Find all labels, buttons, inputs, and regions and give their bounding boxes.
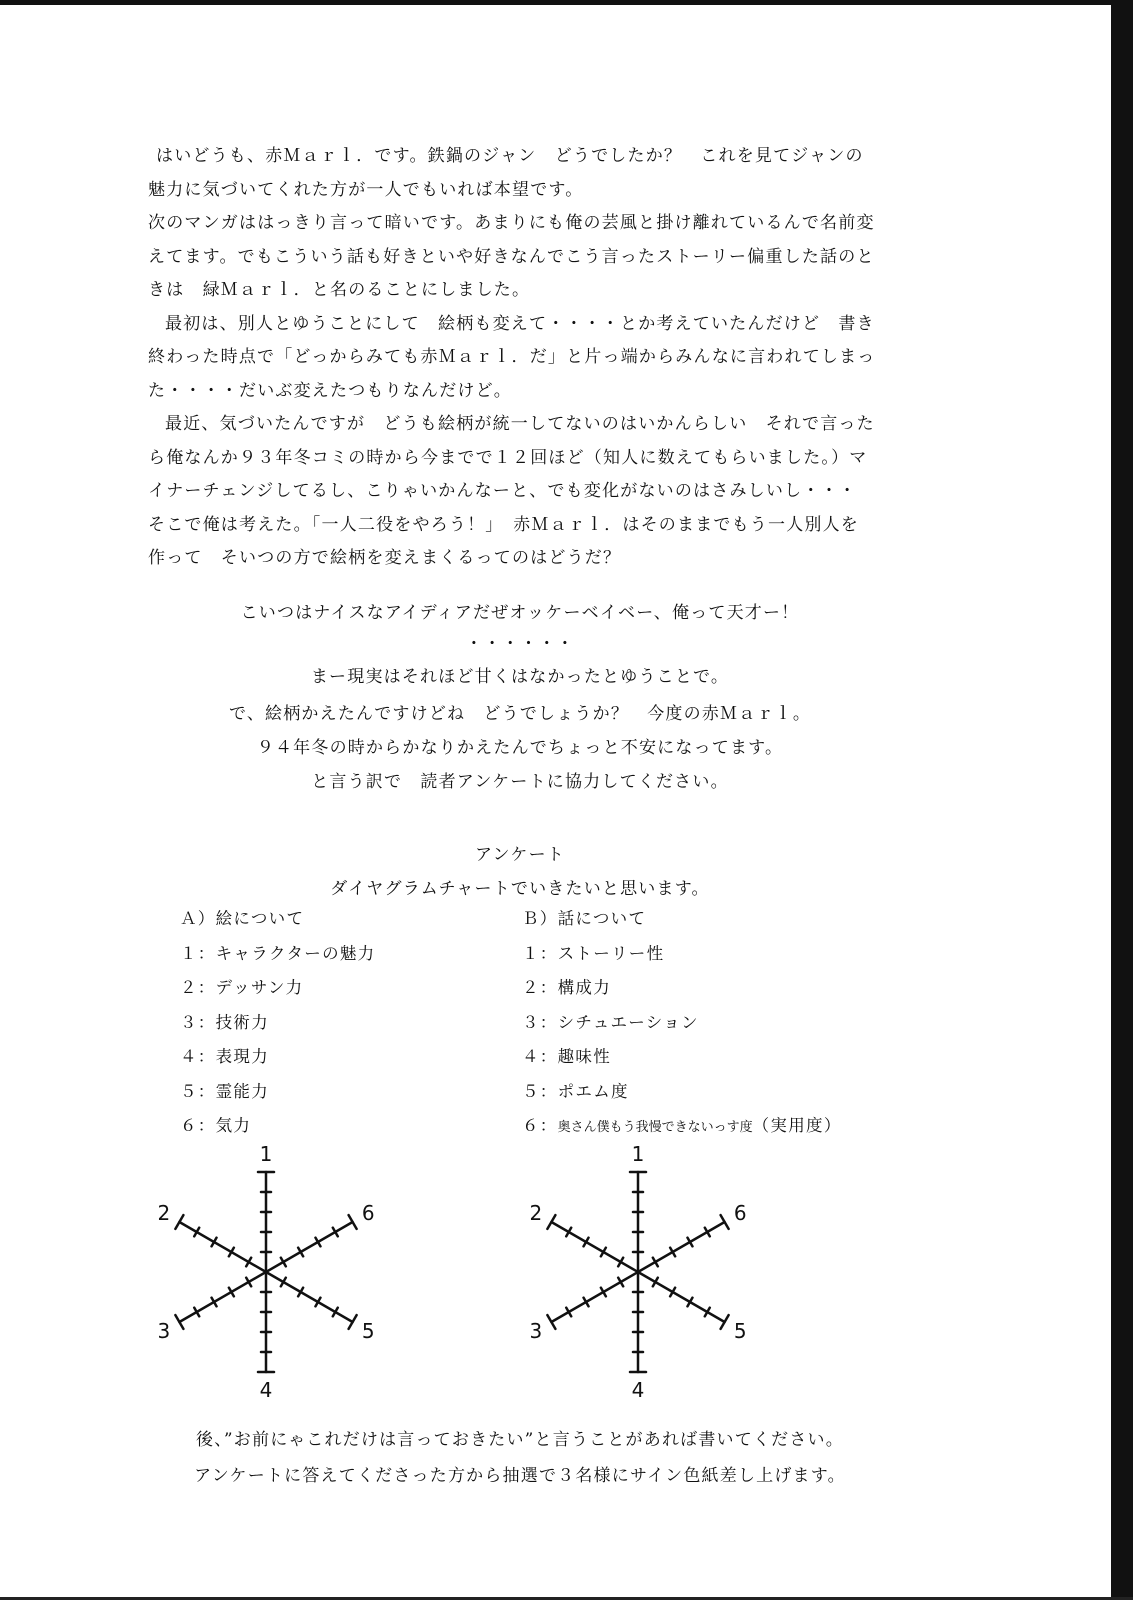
page-top-edge [0,0,1133,5]
centered-line: と言う訳で 読者アンケートに協力してください。 [311,772,729,792]
radar-tick [349,1315,357,1329]
intro-text [148,140,908,576]
intro-line: 魅力に気づいてくれた方が一人でもいれば本望です。 [148,179,584,200]
radar-axis-label: 1 [631,1142,645,1166]
section-a-item: ３：技術力 [180,1012,269,1032]
radar-tick [547,1315,555,1329]
section-b-item: ５：ポエム度 [522,1081,629,1101]
radar-axis-5 [638,1272,725,1322]
radar-tick [349,1215,357,1229]
section-a-item: ６：気力 [180,1116,252,1135]
radar-axis-label: 3 [529,1319,543,1343]
intro-line: 最近、気づいたんですが どうも絵柄が統一してないのはいかんらしい それで言った [165,414,875,434]
radar-axis-6 [638,1222,725,1272]
radar-tick [721,1315,729,1329]
section-b-heading: Ｂ）話について [522,909,647,928]
footer-text [0,1422,1040,1494]
radar-axis-label: 2 [157,1201,171,1225]
radar-axis-label: 4 [259,1378,273,1402]
intro-line: 作って そいつの方で絵柄を変えまくるってのはどうだ？ [148,548,622,568]
intro-line: はいどうも、赤Ｍａｒｌ．です。鉄鍋のジャン どうでしたか？ これを見てジャンの [156,146,864,166]
survey-title: アンケート [475,845,565,865]
radar-axis-2 [551,1222,638,1272]
section-a-item: １：キャラクターの魅力 [180,943,376,963]
radar-axis-label: 5 [733,1319,747,1343]
item6-tail: （実用度） [752,1116,842,1135]
section-a-item: ２：デッサン力 [180,978,304,997]
ellipsis-line: ・・・・・・ [465,634,575,654]
section-a-item: ５：霊能力 [180,1081,269,1101]
footer-line: アンケートに答えてくださった方から抽選で３名様にサイン色紙差し上げます。 [194,1466,846,1486]
intro-line: えてます。でもこういう話も好きといや好きなんでこう言ったストーリー偏重した話のと [148,246,875,267]
radar-tick [721,1215,729,1229]
centered-line: ９４年冬の時からかなりかえたんでちょっと不安になってます。 [256,738,784,758]
centered-line: まー現実はそれほど甘くはなかったとゆうことで。 [310,667,730,687]
centered-line: で、絵柄かえたんですけどね どうでしょうか？ 今度の赤Ｍａｒｌ。 [228,704,812,724]
intro-line: た・・・・だいぶ変えたつもりなんだけど。 [148,380,512,401]
survey-section-b [522,902,842,1144]
radar-chart-b [529,1142,747,1402]
survey-subtitle: ダイヤグラムチャートでいきたいと思います。 [330,879,710,899]
intro-line: イナーチェンジしてるし、こりゃいかんなーと、でも変化がないのはさみしいし・・・ [148,481,857,501]
centered-line: こいつはナイスなアイディアだぜオッケーベイベー、俺って天才ー！ [240,603,800,623]
radar-axis-label: 4 [631,1378,645,1402]
intro-line: そこで俺は考えた。「一人二役をやろう！」 赤Ｍａｒｌ．はそのままでもう一人別人を [148,514,859,535]
page-right-edge [1111,0,1133,1600]
radar-axis-label: 5 [361,1319,375,1343]
item6-small-text: 奥さん僕もう我慢できないっす度 [557,1120,753,1135]
centered-text [0,595,1040,799]
radar-axis-6 [266,1222,353,1272]
intro-line: 次のマンガははっきり言って暗いです。あまりにも俺の芸風と掛け離れているんで名前変 [148,213,875,233]
radar-axis-5 [266,1272,353,1322]
intro-line: 最初は、別人とゆうことにして 絵柄も変えて・・・・とか考えていたんだけど 書き [165,313,875,334]
section-a-heading: Ａ）絵について [180,909,305,928]
radar-axis-label: 6 [361,1201,375,1225]
radar-axis-label: 1 [259,1142,273,1166]
section-b-item-6 [522,1109,842,1144]
radar-tick [175,1315,183,1329]
intro-line: きは 緑Ｍａｒｌ．と名のることにしました。 [148,280,531,300]
item6-number: ６： [522,1116,558,1135]
intro-line: ら俺なんか９３年冬コミの時から今までで１２回ほど（知人に数えてもらいました。）マ [148,447,868,468]
intro-line: 終わった時点で「どっからみても赤Ｍａｒｌ．だ」と片っ端からみんなに言われてしまっ [148,347,876,367]
radar-chart-a [157,1142,375,1402]
section-a-item: ４：表現力 [180,1047,269,1066]
radar-axis-3 [179,1272,266,1322]
section-b-item: １：ストーリー性 [522,943,665,963]
radar-axis-label: 3 [157,1319,171,1343]
radar-axis-2 [179,1222,266,1272]
section-b-item: ４：趣味性 [522,1047,611,1066]
radar-axis-3 [551,1272,638,1322]
survey-header [0,838,1040,906]
survey-section-a [180,902,375,1144]
section-b-item: ２：構成力 [522,978,611,997]
section-b-item: ３：シチュエーション [522,1012,699,1032]
footer-line: 後、”お前にゃこれだけは言っておきたい”と言うことがあれば書いてください。 [196,1430,844,1450]
radar-axis-label: 6 [733,1201,747,1225]
radar-axis-label: 2 [529,1201,543,1225]
radar-tick [547,1215,555,1229]
radar-tick [175,1215,183,1229]
